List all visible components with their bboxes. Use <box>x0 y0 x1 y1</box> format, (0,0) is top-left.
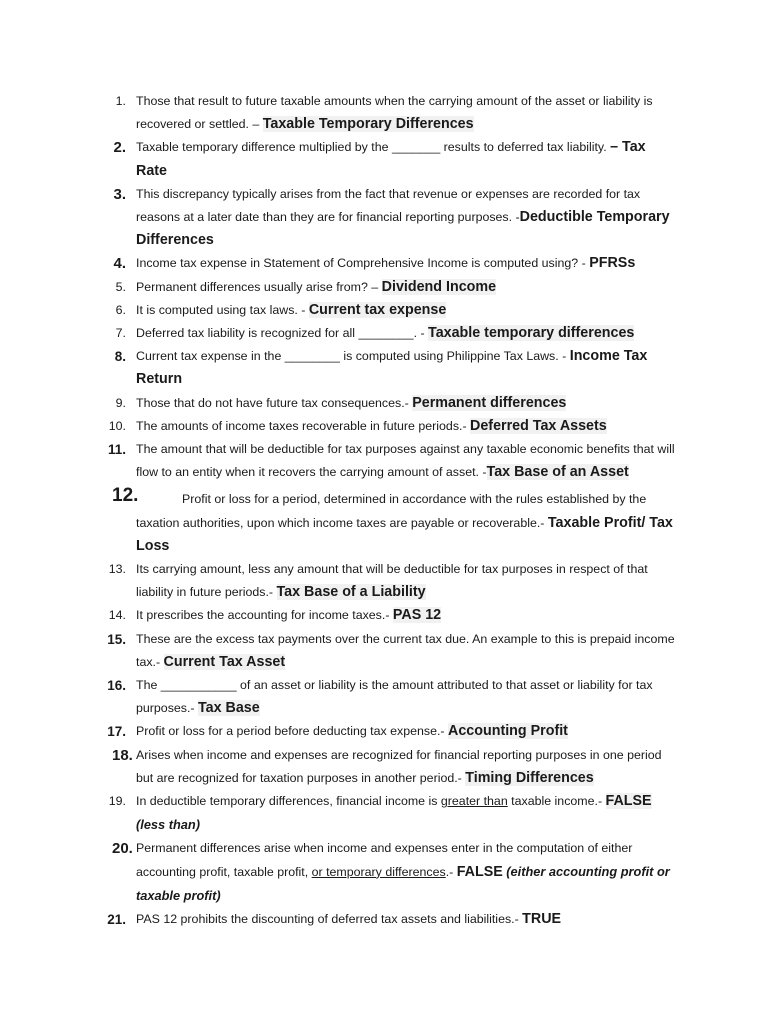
underlined-phrase: or temporary differences <box>311 864 446 879</box>
item-number: 7. <box>115 326 126 341</box>
item-answer: Deductible Temporary Differences <box>136 209 670 249</box>
item-question: Taxable temporary difference multiplied by the _______ results to deferred tax liability. <box>136 140 611 155</box>
list-item <box>0 299 768 322</box>
item-question: Profit or loss for a period before deducting tax expense.- <box>136 724 449 739</box>
item-answer: Deferred Tax Assets <box>470 417 607 434</box>
item-number: 3. <box>113 185 126 203</box>
list-item <box>0 604 768 627</box>
list-item <box>0 908 768 931</box>
list-item <box>0 720 768 743</box>
list-item <box>0 345 768 391</box>
item-question: The amount that will be deductible for tax purposes against any taxable economic benefits that will flow to an entity when it recovers the carrying amount of asset. - <box>136 442 675 480</box>
list-item <box>0 322 768 345</box>
item-number: 1. <box>115 94 126 108</box>
item-answer: Permanent differences <box>412 394 567 411</box>
item-answer: FALSE <box>605 793 652 810</box>
item-number: 16. <box>107 678 126 694</box>
list-item <box>0 415 768 438</box>
item-question: The ___________ of an asset or liability is the amount attributed to that asset or liability for tax purposes.- <box>136 678 653 716</box>
item-answer: Taxable Profit/ Tax Loss <box>136 514 673 554</box>
item-number: 10. <box>108 418 126 433</box>
answer-note: (either accounting profit or taxable profit) <box>136 863 670 903</box>
item-question: Income tax expense in Statement of Comprehensive Income is computed using? - <box>136 256 590 271</box>
item-question: The amounts of income taxes recoverable in future periods.- <box>136 418 471 433</box>
list-item <box>0 485 768 558</box>
item-question: Arises when income and expenses are recognized for financial reporting purposes in one period but are recognized for taxation purposes in another period.- <box>136 747 662 785</box>
item-answer: Accounting Profit <box>448 723 568 740</box>
list-item <box>0 276 768 299</box>
item-answer: – Tax Rate <box>136 139 646 179</box>
item-question: Deferred tax liability is recognized for all ________. - <box>136 326 429 341</box>
item-number: 2. <box>113 139 126 157</box>
list-item <box>0 837 768 909</box>
item-question: PAS 12 prohibits the discounting of deferred tax assets and liabilities.- <box>136 912 523 927</box>
item-question: Profit or loss for a period, determined in accordance with the rules established by the taxation authorities, upon which income taxes are payable or recoverable.- <box>136 492 647 530</box>
item-number: 12. <box>112 485 139 507</box>
item-answer: Taxable Temporary Differences <box>262 116 474 133</box>
item-number: 5. <box>115 279 126 294</box>
list-item <box>0 558 768 604</box>
list-item <box>0 438 768 484</box>
item-question: Those that result to future taxable amounts when the carrying amount of the asset or liability is recovered or settled. – <box>136 94 653 132</box>
item-number: 13. <box>108 562 126 577</box>
answer-note: (less than) <box>136 817 200 833</box>
list-item <box>0 183 768 253</box>
item-question: Its carrying amount, less any amount that will be deductible for tax purposes in respect of that liability in future periods.- <box>136 562 648 600</box>
item-answer: TRUE <box>522 911 562 928</box>
item-question: Permanent differences usually arise from? – <box>136 279 382 294</box>
list-item <box>0 628 768 674</box>
item-question-post: .- <box>445 864 457 879</box>
item-number: 17. <box>107 724 126 740</box>
item-answer: PAS 12 <box>392 607 442 624</box>
item-question: Those that do not have future tax consequences.- <box>136 395 413 410</box>
item-answer: Tax Base of an Asset <box>486 464 629 481</box>
list-item <box>0 744 768 790</box>
item-answer: Timing Differences <box>465 769 594 786</box>
list-item <box>0 392 768 415</box>
item-question: This discrepancy typically arises from the fact that revenue or expenses are recorded for tax reasons at a later date than they are for financial reporting purposes. - <box>136 186 641 225</box>
item-answer: Tax Base of a Liability <box>276 584 426 601</box>
item-number: 19. <box>108 794 126 809</box>
item-number: 4. <box>113 255 126 273</box>
underlined-phrase: greater than <box>440 794 508 809</box>
item-answer: Current tax expense <box>308 301 447 318</box>
item-number: 20. <box>112 839 133 857</box>
item-number: 8. <box>114 349 126 365</box>
item-number: 15. <box>107 631 126 647</box>
item-answer: Current Tax Asset <box>163 653 286 670</box>
item-question: Current tax expense in the ________ is computed using Philippine Tax Laws. - <box>136 349 570 364</box>
item-question: It prescribes the accounting for income taxes.- <box>136 608 393 623</box>
question-answer-list <box>0 90 768 931</box>
item-answer: FALSE <box>456 863 503 880</box>
item-number: 9. <box>115 395 126 410</box>
item-number: 21. <box>107 912 126 928</box>
item-number: 11. <box>107 442 126 458</box>
item-question: These are the excess tax payments over the current tax due. An example to this is prepaid income tax.- <box>136 631 675 669</box>
list-item <box>0 252 768 275</box>
item-question-pre: In deductible temporary differences, financial income is <box>136 794 441 809</box>
list-item <box>0 674 768 720</box>
item-question: It is computed using tax laws. - <box>136 302 309 317</box>
item-answer: Income Tax Return <box>136 348 648 388</box>
item-answer: PFRSs <box>589 255 636 272</box>
list-item <box>0 90 768 136</box>
item-question-pre: Permanent differences arise when income and expenses enter in the computation of either accounting profit, taxable profit, <box>136 840 633 879</box>
list-item <box>0 136 768 182</box>
item-answer: Taxable temporary differences <box>428 325 635 342</box>
item-answer: Tax Base <box>197 700 260 717</box>
list-item <box>0 790 768 836</box>
item-number: 18. <box>112 746 133 764</box>
item-number: 6. <box>115 302 126 317</box>
item-number: 14. <box>108 608 126 623</box>
item-question-post: taxable income.- <box>507 794 606 809</box>
item-answer: Dividend Income <box>381 278 497 295</box>
